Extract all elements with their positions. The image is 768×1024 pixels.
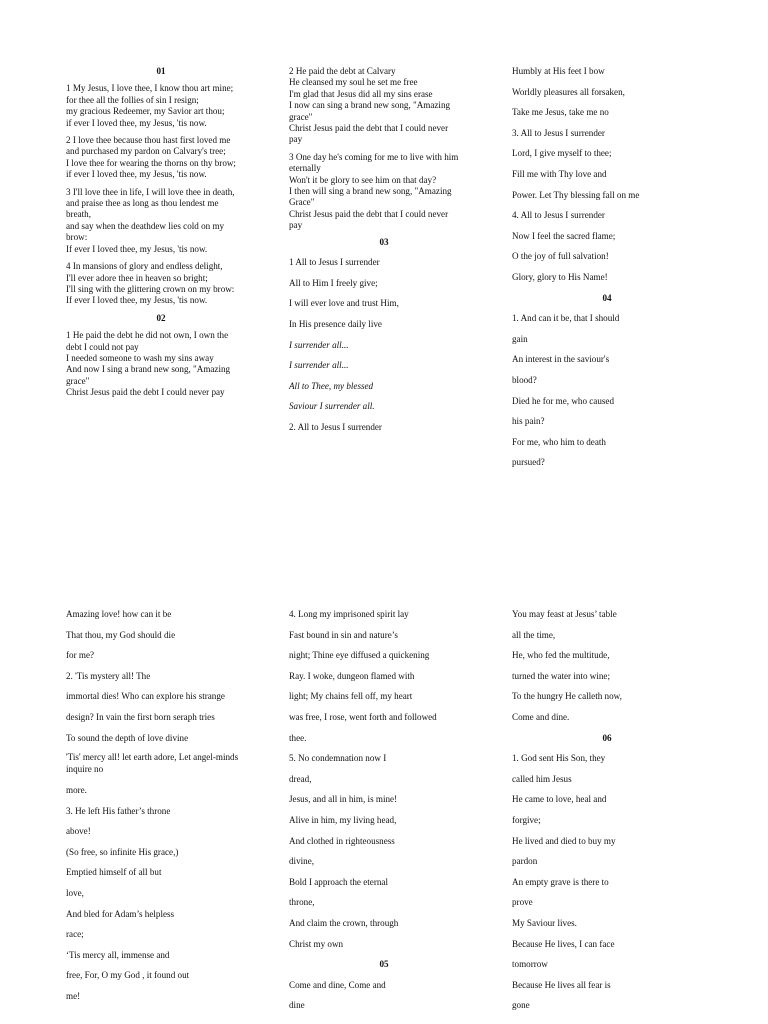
refrain-line: All to Thee, my blessed — [289, 380, 374, 391]
column-bottom-middle — [289, 604, 489, 1016]
line: To sound the depth of love divine — [66, 732, 189, 743]
line: An empty grave is there to — [512, 876, 609, 887]
hymn-number-02: 02 — [156, 312, 166, 323]
line: 2 I love thee because thou hast first loved me — [66, 135, 231, 146]
hymn-number-05: 05 — [379, 959, 389, 970]
line: Power. Let Thy blessing fall on me — [512, 189, 640, 200]
line: All to Him I freely give; — [289, 277, 378, 288]
line — [66, 748, 266, 780]
line: 4 In mansions of glory and endless delight, — [66, 261, 223, 272]
line: pay — [289, 134, 303, 145]
line: pay — [289, 220, 303, 231]
hymn-01-stanza-4 — [66, 261, 266, 307]
line: He cleansed my soul he set me free — [289, 77, 418, 88]
line: all the time, — [512, 629, 556, 640]
line: his pain? — [512, 416, 545, 427]
line: 3 One day he's coming for me to live with him — [289, 151, 459, 162]
column-bottom-left — [66, 604, 266, 1007]
refrain-line: I surrender all... — [289, 339, 349, 350]
line: my gracious Redeemer, my Savior art thou; — [66, 106, 225, 117]
line: light; My chains fell off, my heart — [289, 691, 413, 702]
hymn-number-01: 01 — [156, 66, 166, 76]
line: I love thee for wearing the thorns on thy brow; — [66, 157, 236, 168]
line: Because He lives, I can face — [512, 938, 615, 949]
line: 1. And can it be, that I should — [512, 313, 620, 324]
line: 'Tis' mercy all! let earth adore, Let angel-minds — [66, 752, 239, 763]
line: and purchased my pardon on Calvary's tree; — [66, 146, 226, 157]
line: debt I could not pay — [66, 341, 139, 352]
line: gain — [512, 333, 528, 344]
line: gone — [512, 1000, 530, 1011]
line: Worldly pleasures all forsaken, — [512, 86, 625, 97]
line: Fast bound in sin and nature’s — [289, 629, 398, 640]
line: Come and dine. — [512, 711, 570, 722]
line: 2. All to Jesus I surrender — [289, 422, 382, 433]
line: prove — [512, 897, 533, 908]
line: 1 All to Jesus I surrender — [289, 257, 380, 268]
line: Because He lives all fear is — [512, 979, 611, 990]
column-bottom-right — [512, 604, 712, 1016]
column-top-middle — [289, 66, 489, 438]
line: An interest in the saviour's — [512, 354, 610, 365]
line: 4. Long my imprisoned spirit lay — [289, 609, 409, 619]
line: if ever I loved thee, my Jesus, 'tis now. — [66, 169, 207, 180]
hymn-number-04: 04 — [602, 292, 612, 303]
line: Take me Jesus, take me no — [512, 107, 609, 118]
line: called him Jesus — [512, 773, 572, 784]
line: He came to love, heal and — [512, 794, 607, 805]
line: (So free, so infinite His grace,) — [66, 846, 179, 857]
line: Now I feel the sacred flame; — [512, 230, 616, 241]
line: blood? — [512, 374, 537, 385]
line: pursued? — [512, 457, 545, 468]
hymn-number-06: 06 — [602, 732, 612, 743]
line: That thou, my God should die — [66, 629, 176, 640]
line: If ever I loved thee, my Jesus, 'tis now. — [66, 243, 208, 254]
line: He lived and died to buy my — [512, 835, 616, 846]
line: You may feast at Jesus’ table — [512, 609, 617, 619]
line: 2. 'Tis mystery all! The — [66, 670, 151, 681]
hymn-number-03: 03 — [379, 236, 389, 247]
line: was free, I rose, went forth and followed — [289, 711, 437, 722]
line: Bold I approach the eternal — [289, 876, 388, 887]
line: 5. No condemnation now I — [289, 753, 387, 764]
line: And bled for Adam’s helpless — [66, 908, 175, 919]
line: I needed someone to wash my sins away — [66, 352, 214, 363]
line: Amazing love! how can it be — [66, 609, 172, 619]
line: and praise thee as long as thou lendest me — [66, 198, 219, 209]
line: ‘Tis mercy all, immense and — [66, 949, 170, 960]
line: My Saviour lives. — [512, 917, 577, 928]
hymn-02-stanza-3 — [289, 152, 489, 232]
line: O the joy of full salvation! — [512, 251, 609, 262]
line: tomorrow — [512, 959, 548, 970]
line: 3. All to Jesus I surrender — [512, 127, 605, 138]
line: Lord, I give myself to thee; — [512, 148, 612, 159]
line: dread, — [289, 773, 312, 784]
line: immortal dies! Who can explore his strange — [66, 691, 225, 702]
line: Alive in him, my living head, — [289, 814, 397, 825]
line: If ever I loved thee, my Jesus, 'tis now. — [66, 295, 208, 306]
hymn-02-stanza-1 — [66, 330, 266, 398]
line: breath, — [66, 209, 91, 220]
line: I'm glad that Jesus did all my sins erase — [289, 88, 433, 99]
line: forgive; — [512, 814, 541, 825]
line: 2 He paid the debt at Calvary — [289, 66, 396, 76]
refrain-line: Saviour I surrender all. — [289, 401, 375, 412]
line: 1. God sent His Son, they — [512, 753, 606, 764]
line: grace" — [66, 375, 90, 386]
line: Jesus, and all in him, is mine! — [289, 794, 398, 805]
line: I now can sing a brand new song, "Amazing — [289, 100, 451, 111]
line: To the hungry He calleth now, — [512, 691, 622, 702]
line: I then will sing a brand new song, "Amazing — [289, 186, 452, 197]
line: I will ever love and trust Him, — [289, 298, 399, 309]
line: And claim the crown, through — [289, 917, 399, 928]
line: more. — [66, 784, 87, 795]
line: dine — [289, 1000, 305, 1011]
line: design? In vain the first born seraph tries — [66, 711, 215, 722]
line: eternally — [289, 163, 321, 174]
line: thee. — [289, 732, 307, 743]
line: Christ Jesus paid the debt that I could never — [289, 208, 449, 219]
line: for me? — [66, 650, 95, 661]
hymn-01-stanza-3 — [66, 187, 266, 255]
line: above! — [66, 826, 91, 837]
line: Christ Jesus paid the debt I could never pay — [66, 387, 225, 398]
line: Grace" — [289, 197, 315, 208]
line: free, For, O my God , it found out — [66, 970, 190, 981]
line: Emptied himself of all but — [66, 867, 162, 878]
column-top-left — [66, 66, 266, 399]
line: race; — [66, 929, 84, 940]
hymn-01-stanza-2 — [66, 135, 266, 181]
line: Humbly at His feet I bow — [512, 66, 605, 76]
line: 1 My Jesus, I love thee, I know thou art mine; — [66, 83, 234, 94]
column-top-right — [512, 61, 712, 473]
line: grace" — [289, 111, 313, 122]
line: turned the water into wine; — [512, 670, 610, 681]
line: if ever I loved thee, my Jesus, 'tis now. — [66, 117, 207, 128]
line: me! — [66, 990, 81, 1001]
line: 3. He left His father’s throne — [66, 805, 171, 816]
line: Fill me with Thy love and — [512, 168, 607, 179]
line: Glory, glory to His Name! — [512, 271, 608, 282]
line: Died he for me, who caused — [512, 395, 615, 406]
line: Won't it be glory to see him on that day? — [289, 174, 437, 185]
line: And now I sing a brand new song, "Amazing — [66, 364, 231, 375]
line: Come and dine, Come and — [289, 979, 386, 990]
line: 1 He paid the debt he did not own, I own the — [66, 330, 229, 341]
line: throne, — [289, 897, 315, 908]
line: love, — [66, 887, 84, 898]
line: For me, who him to death — [512, 436, 606, 447]
line: inquire no — [66, 763, 104, 774]
line: divine, — [289, 856, 315, 867]
refrain-line: I surrender all... — [289, 360, 349, 371]
line: 4. All to Jesus I surrender — [512, 210, 605, 221]
line: Ray. I woke, dungeon flamed with — [289, 670, 415, 681]
line: Christ Jesus paid the debt that I could never — [289, 123, 449, 134]
line: pardon — [512, 856, 538, 867]
line: In His presence daily live — [289, 319, 382, 330]
line: And clothed in righteousness — [289, 835, 395, 846]
line: He, who fed the multitude, — [512, 650, 610, 661]
line: for thee all the follies of sin I resign; — [66, 94, 199, 105]
line: I'll sing with the glittering crown on my brow: — [66, 283, 235, 294]
line: and say when the deathdew lies cold on my — [66, 220, 225, 231]
hymn-01-stanza-1 — [66, 83, 266, 129]
line: Christ my own — [289, 938, 344, 949]
line: I'll ever adore thee in heaven so bright; — [66, 272, 208, 283]
line: brow: — [66, 232, 88, 243]
hymn-02-stanza-2 — [289, 66, 489, 146]
line: night; Thine eye diffused a quickening — [289, 650, 430, 661]
line: 3 I'll love thee in life, I will love thee in death, — [66, 186, 235, 197]
